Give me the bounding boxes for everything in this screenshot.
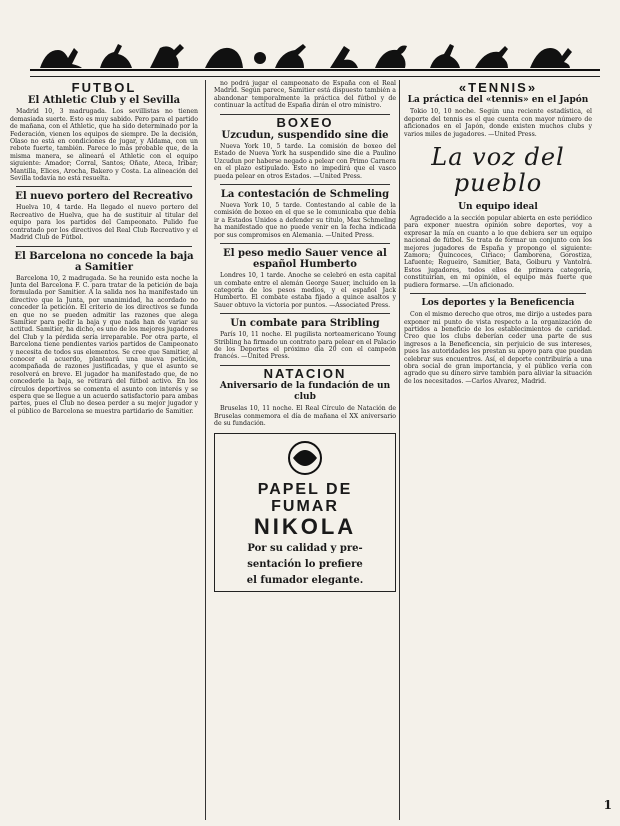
advertisement bbox=[214, 433, 396, 591]
headline: Uzcudun, suspendido sine die bbox=[221, 130, 389, 142]
section-title-futbol: FUTBOL bbox=[71, 80, 137, 95]
sports-banner-icon bbox=[30, 38, 600, 74]
article-body: Huelva 10, 4 tarde. Ha llegado el nuevo portero del Recreativo de Huelva, que ha de sustituir al titular del equipo para los partidos del Campeonato. Pulido fue contratado por los directivos del Real Club Recreativo y el Madrid Club de Fútbol. bbox=[10, 204, 198, 242]
headline: El peso medio Sauer vence al español Humberto bbox=[223, 248, 387, 271]
sports-banner bbox=[30, 38, 600, 74]
article-body: Bruselas 10, 11 noche. El Real Círculo de Natación de Bruselas conmemora el día de mañana el XX aniversario de su fundación. bbox=[214, 405, 396, 427]
article-body: Agradecido a la sección popular abierta en este periódico para exponer nuestra opinión sobre deportes, voy a expresar la mía en cuanto a lo que debiera ser un equipo nacional de fútbol. Se trata de formar un conjunto con los mejores jugadores de España y propongo el siguiente: Zamora; Quincoces, Ciriaco; Gamborena, Gorostiza, Lafuente; Regueiro, Samitier, Bata, Goiburu y Vantolrá. Estos jugadores, todos ellos de primera categoría, constituirían, en mi opinión, el equipo más fuerte que pudiera formarse. —Un aficionado. bbox=[404, 215, 592, 289]
ad-slogan: Por su calidad y pre- bbox=[247, 542, 363, 554]
ad-emblem-icon bbox=[275, 438, 335, 478]
article-body: Con el mismo derecho que otros, me dirijo a ustedes para exponer mi punto de vista respecto a la organización de partidos a beneficio de los establecimientos de caridad. Creo que los clubs deberían ceder una parte de sus ingresos a la Beneficencia, sin perjuicio de sus intereses, pues las autoridades les prestan su apoyo para que puedan celebrar sus encuentros. Así, el deporte contribuiría a una obra social de gran importancia, y el público vería con agrado que su dinero sirve también para aliviar la situación de los necesitados. —Carlos Alvarez, Madrid. bbox=[404, 311, 592, 385]
ad-slogan: el fumador elegante. bbox=[246, 574, 364, 586]
ad-slogan: sentación lo prefiere bbox=[247, 558, 363, 570]
separator bbox=[220, 184, 390, 185]
separator bbox=[16, 186, 192, 187]
separator bbox=[220, 243, 390, 244]
column-divider bbox=[205, 80, 206, 820]
article-body: París 10, 11 noche. El pugilista norteamericano Young Stribling ha firmado un contrato para pelear en el Palacio de los Deportes el próximo día 20 con el campeón francés. —United Press. bbox=[214, 331, 396, 361]
ad-line: PAPEL DE bbox=[257, 480, 353, 498]
article-body: Nueva York 10, 5 tarde. Contestando al cable de la comisión de boxeo en el que se le comunicaba que debía ir a Estados Unidos a defender su título, Max Schmeling ha manifestado que no puede venir en la fecha indicada por sus compromisos en Alemania. —United Press. bbox=[214, 202, 396, 239]
headline: El Barcelona no concede la baja a Samitier bbox=[14, 250, 194, 273]
separator bbox=[16, 246, 192, 247]
separator bbox=[220, 313, 390, 314]
headline: Un equipo ideal bbox=[458, 202, 538, 213]
article-body: Londres 10, 1 tarde. Anoche se celebró en esta capital un combate entre el alemán George Sauer, incluido en la categoría de los pesos medios, y el español Jack Humberto. El combate estaba fijado a quince asaltos y Sauer obtuvo la victoria por puntos. —Associated Press. bbox=[214, 272, 396, 309]
headline: La práctica del «tennis» en el Japón bbox=[407, 95, 589, 106]
headline: La contestación de Schmeling bbox=[220, 189, 390, 201]
headline: El nuevo portero del Recreativo bbox=[15, 191, 193, 203]
headline: Aniversario de la fundación de un club bbox=[219, 381, 391, 403]
section-title-natacion: NATACION bbox=[263, 365, 347, 381]
article-continuation: no podrá jugar el campeonato de España con el Real Madrid. Según parece, Samitier está dispuesto también a abandonar temporalmente la práctica del fútbol y de continuar la actitud de España dirán el otro ministro. bbox=[214, 80, 396, 110]
headline: Un combate para Stribling bbox=[230, 318, 380, 330]
column-middle bbox=[214, 80, 396, 820]
ad-brand: NIKOLA bbox=[253, 513, 357, 539]
script-title: La voz del pueblo bbox=[431, 143, 565, 198]
article-body: Tokio 10, 10 noche. Según una reciente estadística, el deporte del tennis es el que cuenta con mayor número de aficionados en el Japón, donde existen muchos clubs y varios miles de jugadores. —United Press. bbox=[404, 108, 592, 138]
article-body: Barcelona 10, 2 madrugada. Se ha reunido esta noche la Junta del Barcelona F. C. para tratar de la petición de baja formulada por Samitier. A la salida nos ha manifestado un directivo que la Junta, por unanimidad, ha acordado no conceder la petición. El criterio de los directivos se funda en que no se pueden admitir las razones que alega Samitier para pedir la baja y que nada han de variar su actitud. Samitier, ha dicho, es uno de los mejores jugadores del Club y la pérdida sería irreparable. Por otra parte, el Barcelona tiene pendientes varios partidos de Campeonato y necesita de todos sus elementos. Se cree que Samitier, al conocer el acuerdo, planteará una nueva petición, acompañada de razones justificadas, y que el asunto se resolverá en breve. El jugador ha manifestado que, de no concederle la baja, se retirará del fútbol activo. En los círculos deportivos se comenta el asunto con interés y se espera que se llegue a un acuerdo satisfactorio para ambas partes, pues el Club no desea perder a su mejor jugador y el público de Barcelona se muestra partidario de Samitier. bbox=[10, 274, 198, 415]
headline: El Athletic Club y el Sevilla bbox=[27, 95, 181, 107]
article-body: Madrid 10, 3 madrugada. Los sevillistas no tienen demasiada suerte. Esto es muy sabido. Pero para el partido de mañana, con el Athletic, que ha sido determinado por la Federación, vienen los equipos de siempre. De la decisión, Olaso no está en condiciones de jugar, y Aldama, con un rebote fuerte, también. Parece lo más probable que, de la misma manera, se alineará el Athletic con el equipo siguiente: Amador; Corral, Santos; Oñate, Ateca, Iribar; Mantilla, Elices, Arocha, Bakero y Costa. La alineación del Sevilla todavía no está resuelta. bbox=[10, 108, 198, 183]
page-number: 1 bbox=[603, 798, 612, 812]
section-title-tennis: «TENNIS» bbox=[458, 80, 538, 95]
headline: Los deportes y la Beneficencia bbox=[421, 298, 575, 309]
column-left bbox=[10, 80, 198, 820]
separator bbox=[410, 293, 586, 294]
article-body: Nueva York 10, 5 tarde. La comisión de boxeo del Estado de Nueva York ha suspendido sine die a Paulino Uzcudun por haberse negado a pelear con Primo Carnera en el plazo estipulado. Esto no impedirá que el vasco pueda pelear en otros Estados. —United Press. bbox=[214, 143, 396, 180]
banner-rule bbox=[30, 76, 600, 77]
column-right bbox=[404, 80, 592, 820]
ad-line: FUMAR bbox=[271, 497, 339, 515]
section-title-boxeo: BOXEO bbox=[276, 114, 334, 130]
column-divider bbox=[399, 80, 400, 820]
script-title-box bbox=[404, 144, 592, 196]
